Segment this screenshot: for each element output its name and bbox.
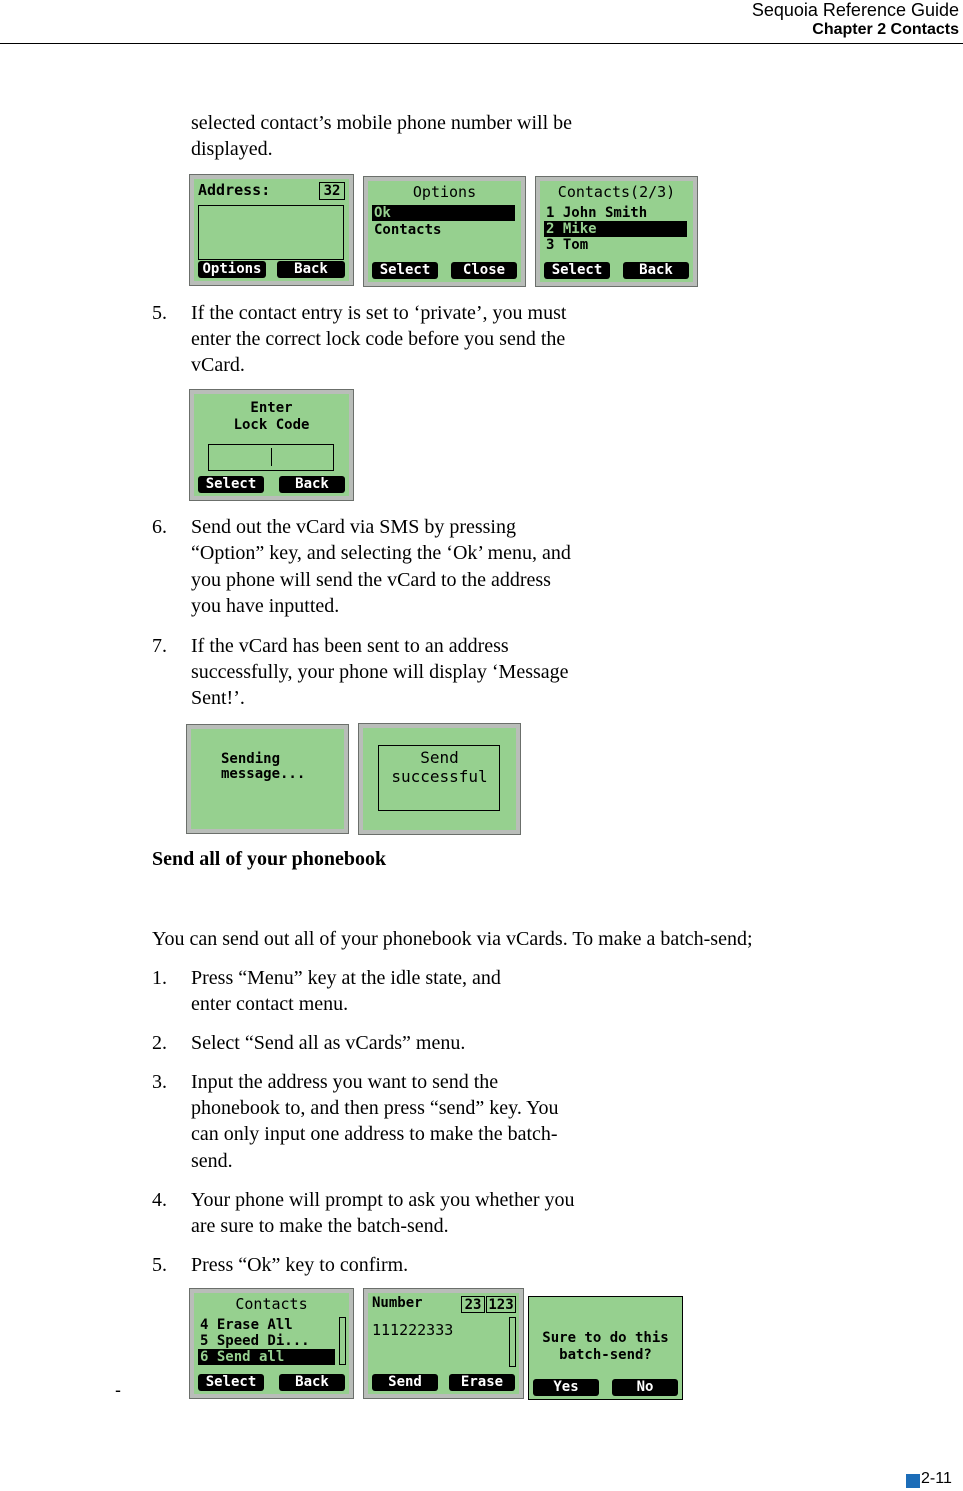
lock-code-screen bbox=[190, 390, 353, 500]
step-number: 5. bbox=[152, 302, 167, 324]
step-text: vCard. bbox=[191, 354, 245, 376]
back-softkey: Back bbox=[279, 476, 345, 493]
step-text: phonebook to, and then press “send” key. You bbox=[191, 1097, 559, 1119]
scrollbar bbox=[509, 1317, 516, 1367]
close-softkey: Close bbox=[451, 262, 517, 279]
options-title: Options bbox=[412, 183, 477, 201]
contacts-title: Contacts(2/3) bbox=[557, 183, 676, 201]
step-text: successfully, your phone will display ‘Message bbox=[191, 661, 569, 683]
char-count: 32 bbox=[319, 182, 345, 200]
back-softkey: Back bbox=[279, 1374, 345, 1391]
confirm-line-1: Sure to do this bbox=[542, 1330, 669, 1346]
confirm-line-2: batch-send? bbox=[559, 1347, 652, 1363]
step-text: Send out the vCard via SMS by pressing bbox=[191, 516, 516, 538]
margin-dash: - bbox=[115, 1380, 121, 1400]
intro-line-1: selected contact’s mobile phone number will be bbox=[191, 112, 572, 134]
step-text: Input the address you want to send the bbox=[191, 1071, 499, 1093]
guide-title: Sequoia Reference Guide bbox=[751, 0, 959, 20]
option-ok: Ok bbox=[372, 205, 515, 221]
address-input bbox=[198, 205, 344, 260]
step-text: Press “Menu” key at the idle state, and bbox=[191, 967, 501, 989]
char-count-2: 123 bbox=[486, 1296, 516, 1313]
send-successful-screen bbox=[359, 724, 520, 834]
step-text: If the vCard has been sent to an address bbox=[191, 635, 509, 657]
step-number: 7. bbox=[152, 635, 167, 657]
step-text: send. bbox=[191, 1150, 233, 1172]
select-softkey: Select bbox=[198, 476, 264, 493]
sent-line-1: Send bbox=[420, 748, 459, 767]
select-softkey: Select bbox=[372, 262, 438, 279]
options-softkey: Options bbox=[198, 261, 266, 278]
number-title: Number bbox=[372, 1295, 423, 1311]
confirm-screen bbox=[528, 1296, 683, 1400]
step-text: you phone will send the vCard to the address bbox=[191, 569, 551, 591]
step-text: Press “Ok” key to confirm. bbox=[191, 1254, 409, 1276]
contact-item: 3 Tom bbox=[546, 237, 589, 253]
step-number: 4. bbox=[152, 1189, 167, 1211]
page-marker-icon bbox=[906, 1474, 920, 1488]
back-softkey: Back bbox=[277, 261, 345, 278]
step-number: 6. bbox=[152, 516, 167, 538]
erase-softkey: Erase bbox=[449, 1374, 515, 1391]
intro-line-2: displayed. bbox=[191, 138, 273, 160]
text-cursor bbox=[271, 448, 272, 466]
sending-line-1: Sending bbox=[221, 751, 281, 767]
section-heading: Send all of your phonebook bbox=[152, 848, 387, 870]
step-text: you have inputted. bbox=[191, 595, 340, 617]
sending-screen bbox=[187, 725, 348, 833]
step-text: Select “Send all as vCards” menu. bbox=[191, 1032, 466, 1054]
no-softkey: No bbox=[612, 1379, 678, 1396]
step-number: 1. bbox=[152, 967, 167, 989]
header-rule bbox=[0, 43, 963, 44]
select-softkey: Select bbox=[198, 1374, 264, 1391]
contact-item: 2 Mike bbox=[544, 221, 687, 237]
section-intro: You can send out all of your phonebook via vCards. To make a batch-send; bbox=[152, 928, 753, 950]
step-text: enter contact menu. bbox=[191, 993, 349, 1015]
menu-item: 4 Erase All bbox=[200, 1317, 293, 1333]
step-text: “Option” key, and selecting the ‘Ok’ menu, and bbox=[191, 542, 571, 564]
page-number: 2-11 bbox=[921, 1470, 952, 1487]
contact-item: 1 John Smith bbox=[546, 205, 648, 221]
menu-item-selected: 6 Send all bbox=[198, 1349, 335, 1365]
lock-line-2: Lock Code bbox=[233, 417, 310, 433]
step-text: Your phone will prompt to ask you whether you bbox=[191, 1189, 575, 1211]
yes-softkey: Yes bbox=[533, 1379, 599, 1396]
send-softkey: Send bbox=[372, 1374, 438, 1391]
options-screen bbox=[364, 177, 525, 286]
contacts-list-screen bbox=[536, 177, 697, 286]
contacts-title: Contacts bbox=[235, 1295, 308, 1313]
select-softkey: Select bbox=[544, 262, 610, 279]
char-count-1: 23 bbox=[461, 1296, 485, 1313]
step-number: 3. bbox=[152, 1071, 167, 1093]
lock-line-1: Enter bbox=[250, 400, 293, 416]
sent-line-2: successful bbox=[391, 767, 488, 786]
step-text: Sent!’. bbox=[191, 687, 245, 709]
number-value: 111222333 bbox=[372, 1321, 454, 1339]
menu-item: 5 Speed Di... bbox=[200, 1333, 310, 1349]
sending-line-2: message... bbox=[221, 766, 306, 782]
step-number: 5. bbox=[152, 1254, 167, 1276]
step-number: 2. bbox=[152, 1032, 167, 1054]
chapter-title: Chapter 2 Contacts bbox=[812, 21, 959, 38]
step-text: can only input one address to make the batch- bbox=[191, 1123, 558, 1145]
step-text: enter the correct lock code before you send the bbox=[191, 328, 566, 350]
number-entry-screen bbox=[364, 1289, 523, 1398]
scrollbar bbox=[339, 1317, 346, 1365]
address-title: Address: bbox=[198, 181, 271, 199]
step-text: are sure to make the batch-send. bbox=[191, 1215, 449, 1237]
step-text: If the contact entry is set to ‘private’, you must bbox=[191, 302, 567, 324]
address-screen bbox=[190, 175, 353, 285]
option-contacts: Contacts bbox=[374, 222, 442, 238]
back-softkey: Back bbox=[623, 262, 689, 279]
contacts-menu-screen bbox=[190, 1289, 353, 1398]
lock-code-input bbox=[208, 444, 334, 471]
